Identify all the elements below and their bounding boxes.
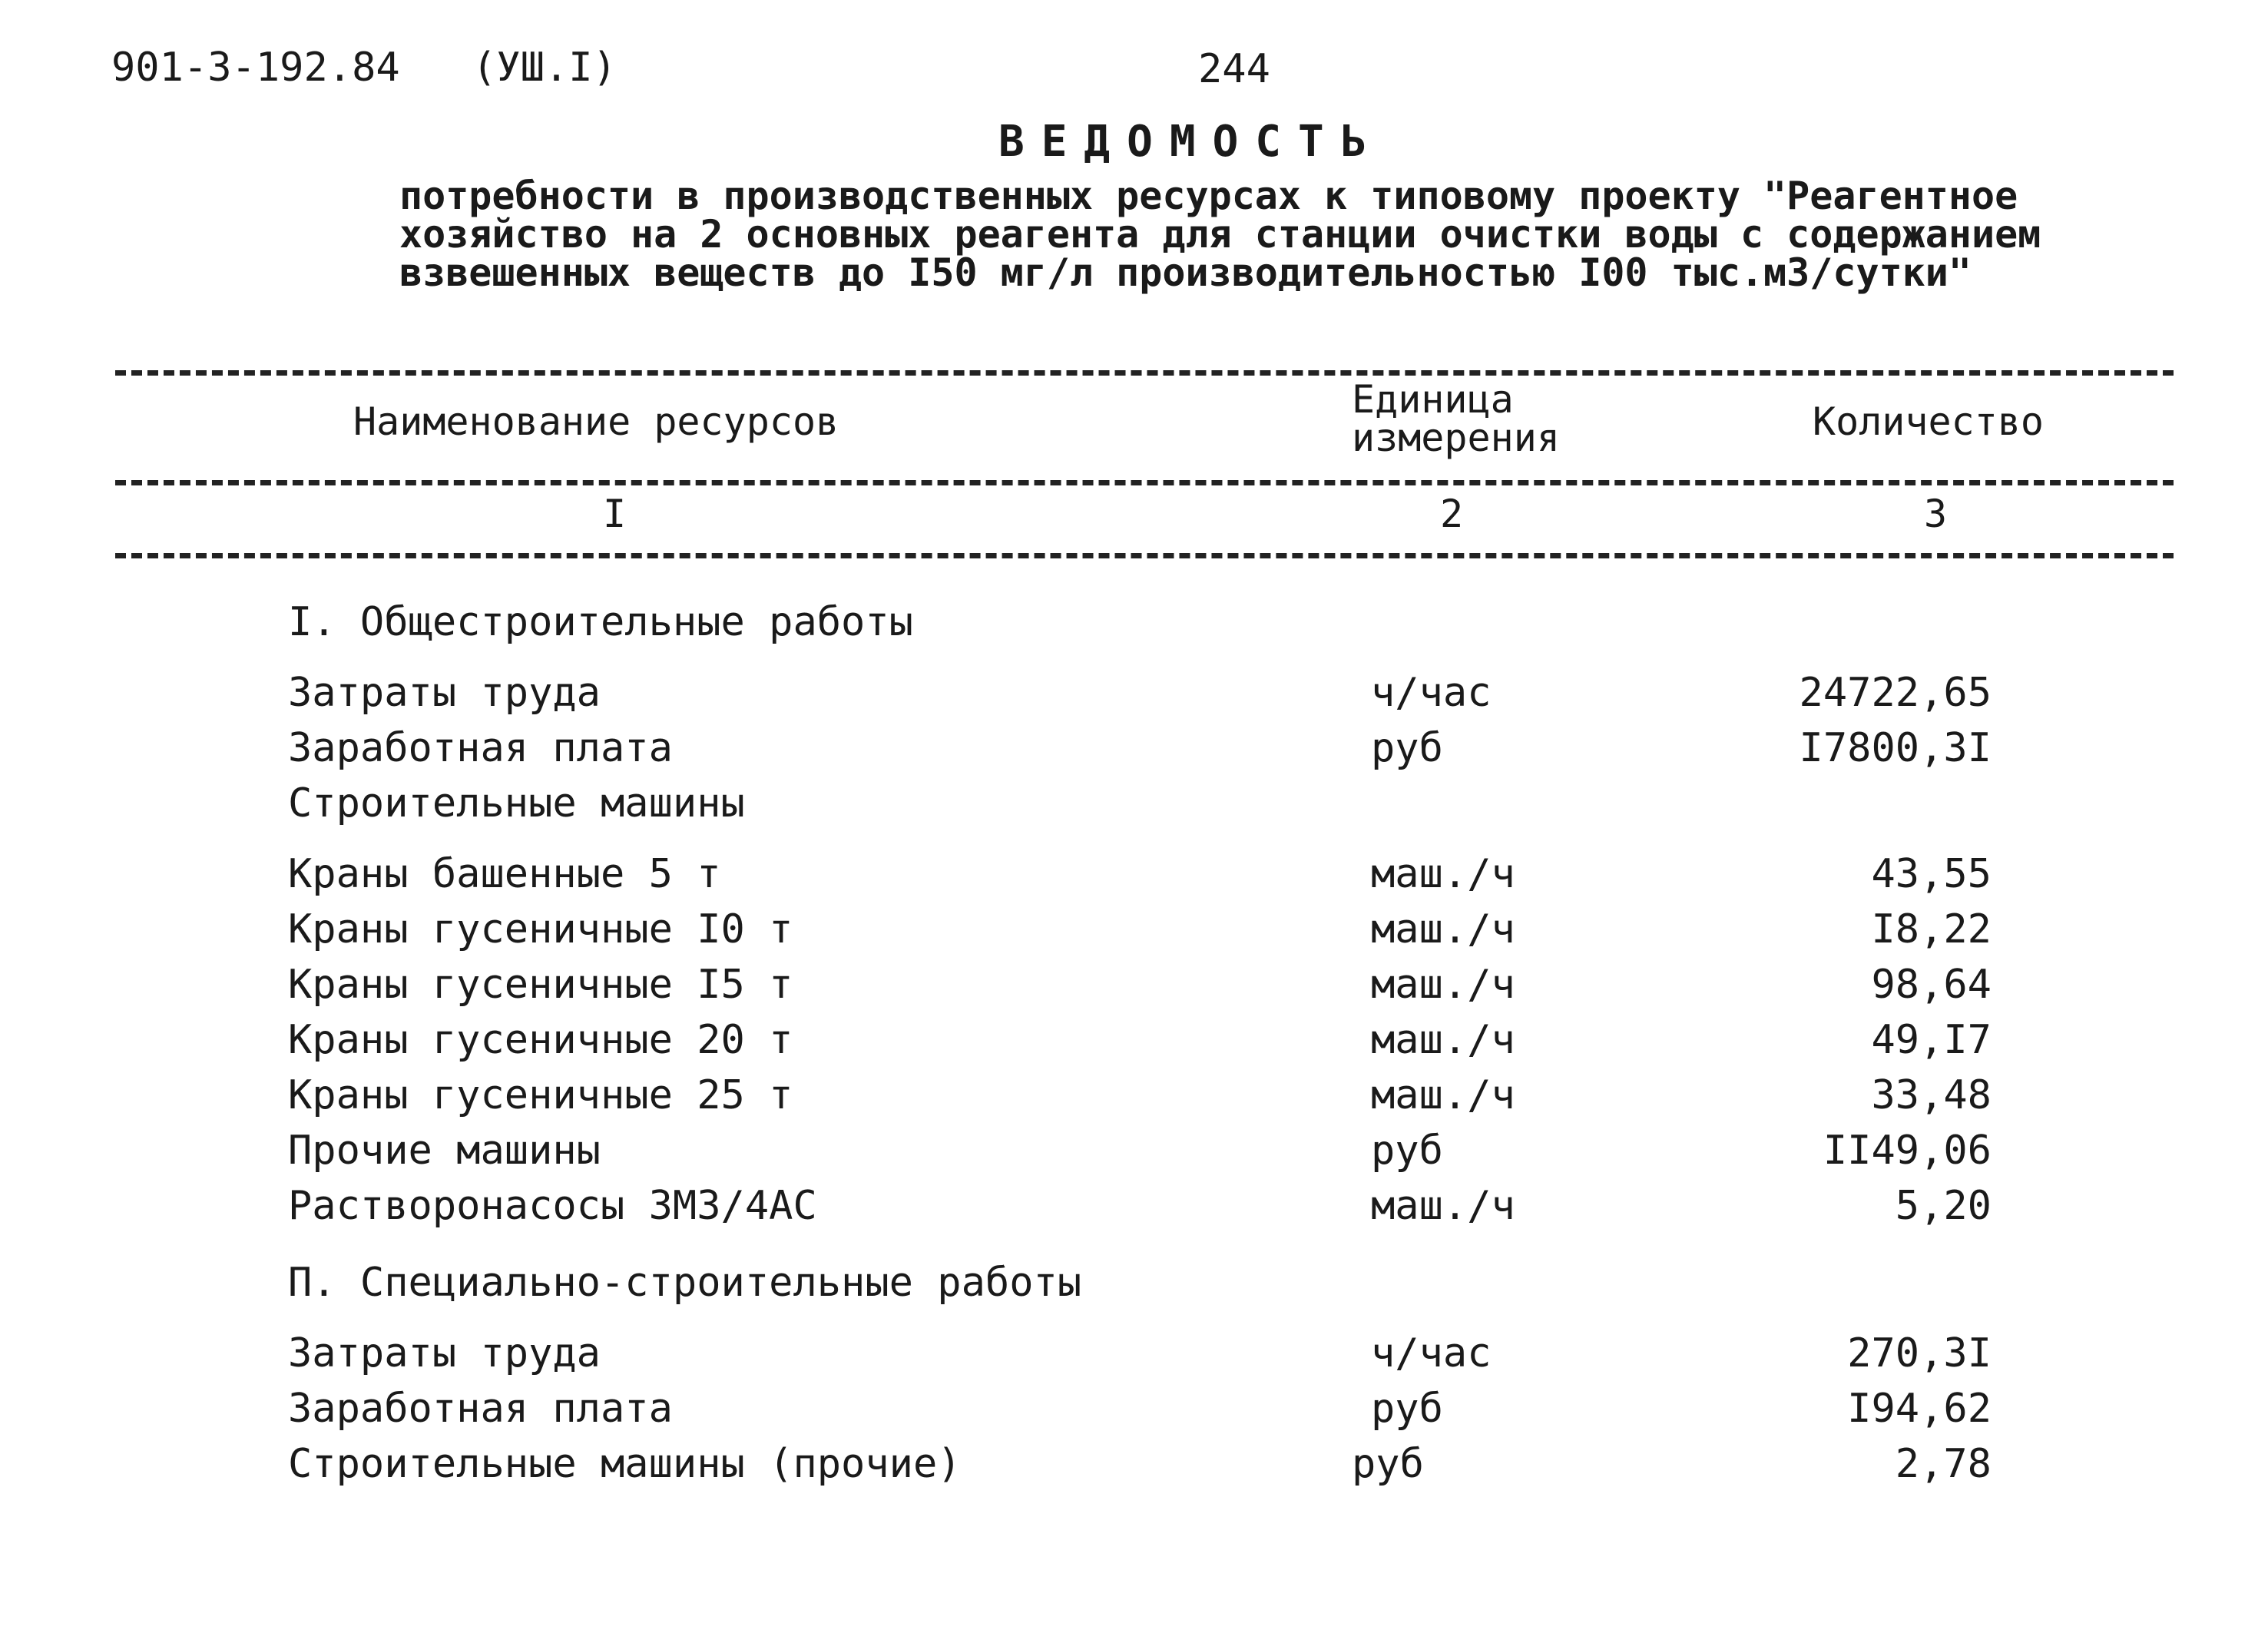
resource-quantity: II49,06 [1823, 1128, 1992, 1174]
resource-unit: маш./ч [1371, 1072, 1515, 1118]
table-row [0, 962, 2268, 1015]
resource-name: Краны гусеничные 25 т [288, 1072, 793, 1118]
resource-unit: маш./ч [1371, 906, 1515, 952]
section-title: П. Специально-строительные работы [288, 1260, 1082, 1306]
resource-unit: маш./ч [1371, 962, 1515, 1008]
resource-unit: руб [1352, 1441, 1424, 1487]
resource-name: Затраты труда [288, 1330, 601, 1376]
resource-quantity: 2,78 [1895, 1441, 1992, 1487]
column-number-2: 2 [1440, 492, 1464, 536]
page-number: 244 [1198, 46, 1270, 92]
table-row [0, 1330, 2268, 1384]
column-number-1: I [603, 492, 627, 536]
machines-heading: Строительные машины [288, 780, 745, 826]
document-code: 901-3-192.84 [111, 45, 400, 91]
resource-name: Заработная плата [288, 725, 673, 771]
resource-quantity: 24722,65 [1799, 670, 1992, 716]
resource-quantity: 98,64 [1871, 962, 1992, 1008]
resource-quantity: I8,22 [1871, 906, 1992, 952]
table-row [0, 670, 2268, 724]
table-row [0, 1128, 2268, 1181]
resource-quantity: 5,20 [1895, 1183, 1992, 1229]
table-row [0, 1017, 2268, 1071]
column-header-quantity: Количество [1813, 399, 2045, 444]
document-subtitle [399, 174, 2041, 295]
table-row [0, 1183, 2268, 1237]
table-row [0, 1072, 2268, 1126]
resource-unit: руб [1371, 1128, 1443, 1174]
resource-unit: маш./ч [1371, 1017, 1515, 1063]
table-top-rule [115, 370, 2174, 376]
resource-quantity: I7800,3I [1799, 725, 1992, 771]
table-row [0, 851, 2268, 905]
column-header-unit-line1: Единица [1352, 377, 1514, 422]
resource-name: Заработная плата [288, 1386, 673, 1432]
table-row [0, 1386, 2268, 1439]
resource-unit: маш./ч [1371, 851, 1515, 897]
table-row [0, 725, 2268, 779]
document-title: ВЕДОМОСТЬ [998, 117, 1384, 167]
resource-name: Строительные машины (прочие) [288, 1441, 962, 1487]
resource-quantity: 49,I7 [1871, 1017, 1992, 1063]
resource-name: Краны башенные 5 т [288, 851, 721, 897]
resource-unit: ч/час [1371, 1330, 1492, 1376]
resource-quantity: 33,48 [1871, 1072, 1992, 1118]
table-header-rule [115, 480, 2174, 485]
resource-unit: руб [1371, 1386, 1443, 1432]
resource-unit: ч/час [1371, 670, 1492, 716]
column-header-unit-line2: измерения [1352, 416, 1560, 460]
resource-name: Прочие машины [288, 1128, 601, 1174]
resource-name: Затраты труда [288, 670, 601, 716]
subtitle-line: потребности в производственных ресурсах к типовому проекту "Реагентное [399, 174, 2018, 218]
resource-name: Краны гусеничные I5 т [288, 962, 793, 1008]
resource-name: Краны гусеничные 20 т [288, 1017, 793, 1063]
column-header-name: Наименование ресурсов [353, 399, 839, 444]
subtitle-line: хозяйство на 2 основных реагента для станции очистки воды с содержанием [399, 212, 2041, 257]
table-row [0, 906, 2268, 960]
column-header-unit [1352, 377, 1560, 460]
subtitle-line: взвешенных веществ до I50 мг/л производительностью I00 тыс.м3/сутки" [399, 250, 1972, 295]
section-title: I. Общестроительные работы [288, 599, 913, 645]
resource-unit: маш./ч [1371, 1183, 1515, 1229]
sheet-reference: (УШ.I) [472, 45, 617, 91]
resource-unit: руб [1371, 725, 1443, 771]
resource-quantity: 43,55 [1871, 851, 1992, 897]
table-body-rule [115, 553, 2174, 558]
resource-quantity: I94,62 [1847, 1386, 1992, 1432]
table-row [0, 1441, 2268, 1495]
resource-name: Растворонасосы 3М3/4АС [288, 1183, 817, 1229]
resource-name: Краны гусеничные I0 т [288, 906, 793, 952]
column-number-3: 3 [1924, 492, 1948, 536]
resource-quantity: 270,3I [1847, 1330, 1992, 1376]
